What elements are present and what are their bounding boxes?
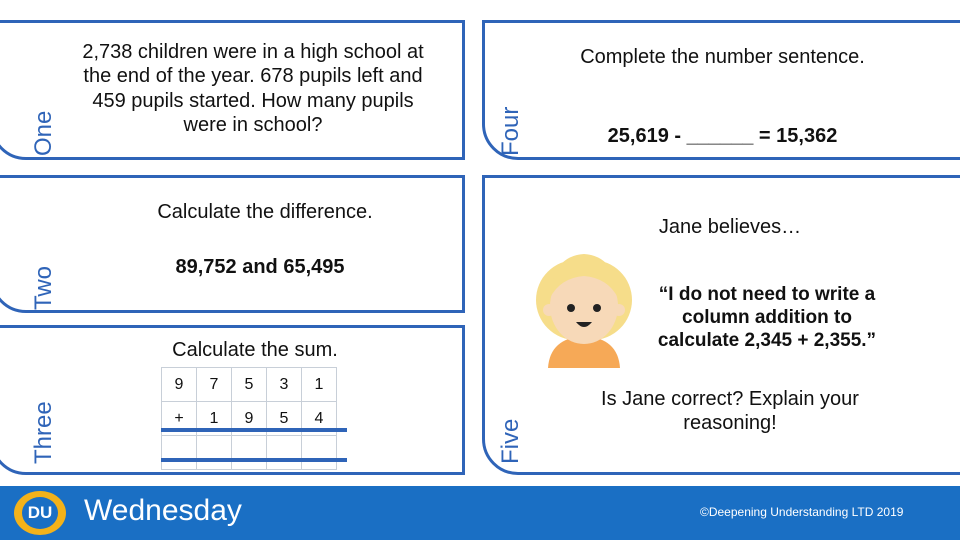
card-four-sentence: 25,619 - ______ = 15,362 [607, 125, 838, 147]
jane-ear-left [543, 304, 555, 316]
du-logo-text: DU [22, 497, 58, 529]
grid-cell: 1 [197, 402, 232, 436]
grid-cell: 3 [267, 368, 302, 402]
card-five-quote: “I do not need to write a column addition to calculate 2,345 + 2,355.” [657, 284, 877, 352]
grid-cell: 9 [162, 368, 197, 402]
grid-cell: 7 [197, 368, 232, 402]
grid-cell [197, 436, 232, 470]
grid-row [162, 368, 337, 402]
jane-eye-right [593, 304, 601, 312]
grid-cell [162, 436, 197, 470]
answer-line-bottom [161, 458, 347, 462]
answer-line-top [161, 428, 347, 432]
column-addition-grid [161, 367, 337, 470]
card-two-label: Two [30, 265, 57, 310]
grid-cell [302, 436, 337, 470]
jane-ear-right [613, 304, 625, 316]
card-four-label: Four [497, 106, 524, 156]
grid-cell: 9 [232, 402, 267, 436]
card-two-prompt: Calculate the difference. [157, 201, 373, 223]
card-five-intro: Jane believes… [658, 216, 802, 238]
grid-cell: 5 [232, 368, 267, 402]
card-one-label: One [30, 110, 57, 156]
jane-eye-left [567, 304, 575, 312]
jane-avatar [528, 238, 640, 368]
grid-cell: + [162, 402, 197, 436]
card-three-label: Three [30, 401, 57, 464]
card-five-question: Is Jane correct? Explain your reasoning! [601, 388, 859, 435]
card-four-prompt: Complete the number sentence. [580, 46, 865, 68]
card-two-numbers: 89,752 and 65,495 [175, 256, 345, 278]
grid-cell: 1 [302, 368, 337, 402]
day-label: Wednesday [84, 494, 242, 527]
card-two [0, 175, 465, 313]
card-three-prompt: Calculate the sum. [172, 339, 338, 361]
copyright-text: ©Deepening Understanding LTD 2019 [700, 505, 904, 519]
card-one-question: 2,738 children were in a high school at the end of the year. 678 pupils left and 459 pupils started. How many pupils were in school? [82, 41, 424, 137]
card-five-label: Five [497, 418, 524, 464]
du-logo [14, 491, 66, 535]
grid-cell: 5 [267, 402, 302, 436]
grid-row [162, 436, 337, 470]
grid-cell [267, 436, 302, 470]
grid-cell: 4 [302, 402, 337, 436]
grid-cell [232, 436, 267, 470]
